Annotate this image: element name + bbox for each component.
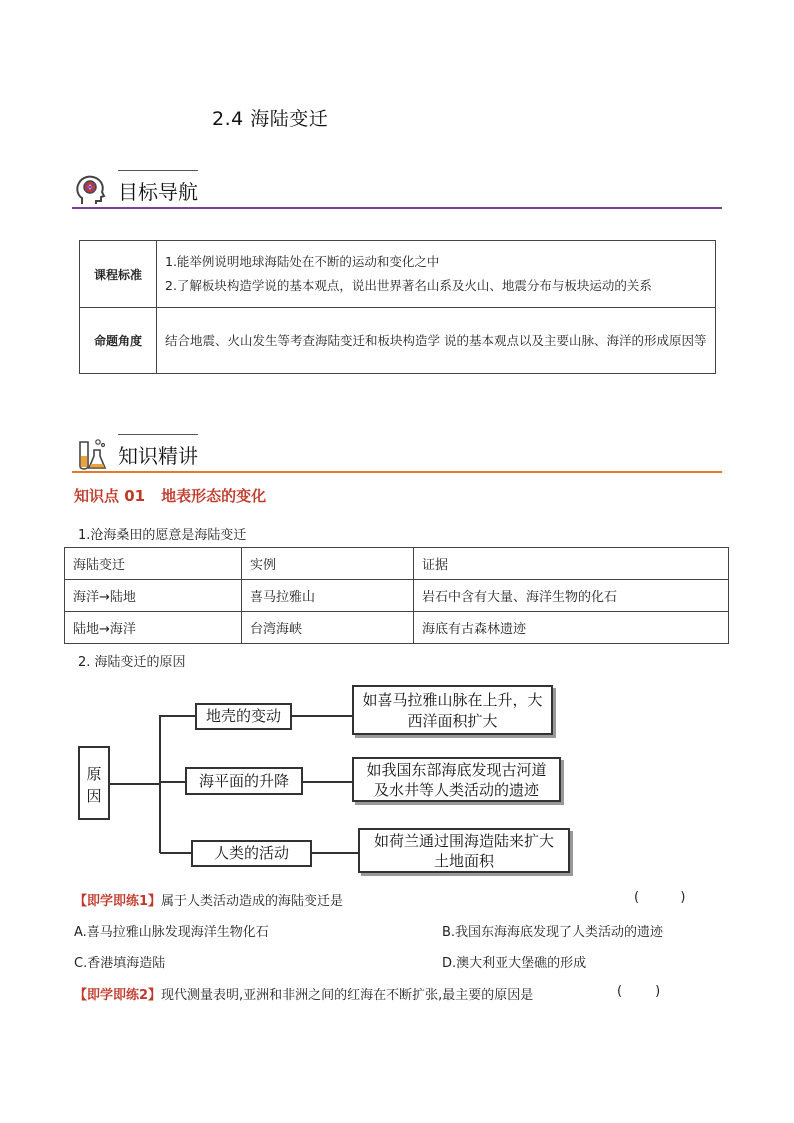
connector-line bbox=[312, 852, 358, 854]
knowledge-point-name: 地表形态的变化 bbox=[161, 487, 267, 505]
column-header: 海陆变迁 bbox=[65, 548, 242, 580]
table-row bbox=[65, 612, 729, 644]
exercise-2-question bbox=[74, 984, 533, 1003]
row-content bbox=[157, 241, 716, 308]
option-a: A.喜马拉雅山脉发现海洋生物化石 bbox=[74, 925, 269, 940]
connector-line bbox=[292, 715, 352, 717]
option-b: B.我国东海海底发现了人类活动的遗迹 bbox=[442, 925, 664, 940]
exercise-1-question bbox=[74, 890, 343, 909]
connector-line bbox=[160, 852, 191, 854]
row-header: 命题角度 bbox=[80, 308, 157, 374]
example-box-sea-level: 如我国东部海底发现古河道及水井等人类活动的遗迹 bbox=[352, 757, 561, 802]
exercise-question-text: 属于人类活动造成的海陆变迁是 bbox=[161, 894, 344, 909]
flask-icon bbox=[72, 436, 108, 472]
exercise-tag: 【即学即练2】 bbox=[74, 988, 162, 1003]
exercise-question-text: 现代测量表明,亚洲和非洲之间的红海在不断扩张,最主要的原因是 bbox=[161, 988, 534, 1003]
goal-line: 1.能举例说明地球海陆处在不断的运动和变化之中 bbox=[165, 254, 440, 269]
knowledge-point-title bbox=[74, 485, 282, 506]
table-row bbox=[65, 580, 729, 612]
table-cell: 陆地→海洋 bbox=[65, 612, 242, 644]
goals-table bbox=[79, 240, 716, 374]
option-c: C.香港填海造陆 bbox=[74, 956, 166, 971]
header-top-line bbox=[118, 434, 198, 435]
table-row bbox=[80, 308, 716, 374]
section-header-goals bbox=[72, 170, 722, 210]
example-box-crust: 如喜马拉雅山脉在上升，大西洋面积扩大 bbox=[352, 685, 553, 735]
table-cell: 台湾海峡 bbox=[242, 612, 414, 644]
answer-blank: ( ) bbox=[617, 984, 661, 999]
point-1-text: 1.沧海桑田的愿意是海陆变迁 bbox=[78, 528, 247, 543]
column-header: 实例 bbox=[242, 548, 414, 580]
answer-blank: ( ) bbox=[634, 890, 686, 905]
connector-line bbox=[303, 781, 352, 783]
changes-table bbox=[64, 547, 729, 644]
connector-line bbox=[110, 783, 160, 785]
table-cell: 海底有古森林遗迹 bbox=[414, 612, 729, 644]
root-box: 原 因 bbox=[78, 746, 110, 820]
table-row bbox=[80, 241, 716, 308]
cause-box-sea-level: 海平面的升降 bbox=[185, 767, 303, 795]
section-title-goals: 目标导航 bbox=[118, 180, 198, 204]
section-header-knowledge bbox=[72, 434, 722, 474]
exercise-tag: 【即学即练1】 bbox=[74, 894, 162, 909]
connector-line bbox=[160, 781, 185, 783]
goal-line: 2.了解板块构造学说的基本观点，说出世界著名山系及火山、地震分布与板块运动的关系 bbox=[165, 278, 652, 293]
knowledge-point-number: 知识点 01 bbox=[74, 487, 146, 505]
head-gear-icon bbox=[72, 172, 108, 208]
connector-line bbox=[159, 715, 161, 853]
point-2-text: 2. 海陆变迁的原因 bbox=[78, 655, 186, 670]
document-title: 2.4 海陆变迁 bbox=[212, 108, 329, 130]
option-d: D.澳大利亚大堡礁的形成 bbox=[442, 956, 587, 971]
header-top-line bbox=[118, 170, 198, 171]
connector-line bbox=[160, 715, 195, 717]
example-box-human: 如荷兰通过围海造陆来扩大土地面积 bbox=[358, 828, 570, 873]
row-header: 课程标准 bbox=[80, 241, 157, 308]
section-title-knowledge: 知识精讲 bbox=[118, 444, 198, 468]
row-content: 结合地震、火山发生等考查海陆变迁和板块构造学 说的基本观点以及主要山脉、海洋的形成原因等 bbox=[157, 308, 716, 374]
table-header-row bbox=[65, 548, 729, 580]
section-underline bbox=[72, 207, 722, 209]
column-header: 证据 bbox=[414, 548, 729, 580]
cause-box-crust: 地壳的变动 bbox=[195, 703, 292, 730]
section-underline bbox=[72, 471, 722, 473]
table-cell: 岩石中含有大量、海洋生物的化石 bbox=[414, 580, 729, 612]
cause-box-human: 人类的活动 bbox=[191, 840, 312, 867]
table-cell: 海洋→陆地 bbox=[65, 580, 242, 612]
table-cell: 喜马拉雅山 bbox=[242, 580, 414, 612]
